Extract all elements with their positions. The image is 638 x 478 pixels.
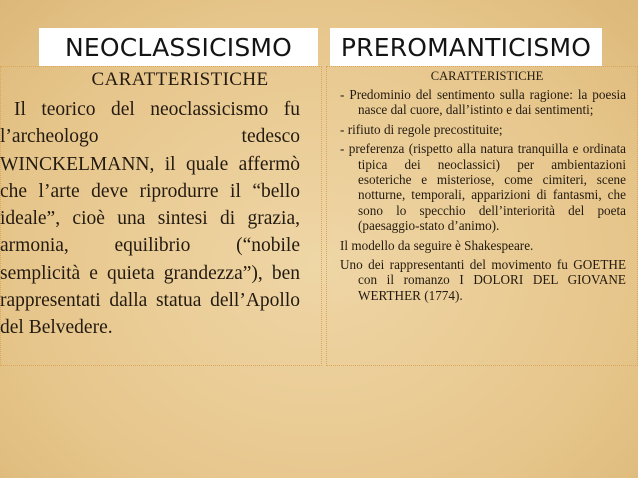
right-model-line: Il modello da seguire è Shakespeare. [340, 237, 534, 253]
right-body [340, 87, 626, 303]
preromanticismo-heading: PREROMANTICISMO [330, 28, 602, 66]
neoclassicismo-heading: NEOCLASSICISMO [39, 28, 318, 66]
right-item-sentimento: - Predominio del sentimento sulla ragione: la poesia nasce dal cuore, dall’istinto e dai sentimenti; [340, 87, 626, 118]
left-body-text: Il teorico del neoclassicismo fu l’archeologo tedesco WINCKELMANN, il quale affermò che l’arte deve riprodurre il “bello ideale”, cioè una sintesi di grazia, armonia, equilibrio (“nobile semplicità e quieta grandezza”), ben rappresentati dalla statua dell’Apollo del Belvedere. [0, 99, 300, 339]
right-item-regole: - rifiuto di regole precostituite; [340, 121, 503, 137]
right-goethe-line: Uno dei rappresentanti del movimento fu GOETHE con il romanzo I DOLORI DEL GIOVANE WERTHER (1774). [340, 257, 626, 303]
left-subheading: CARATTERISTICHE [91, 69, 269, 90]
right-subheading: CARATTERISTICHE [430, 69, 544, 83]
right-item-preferenza: - preferenza (rispetto alla natura tranquilla e ordinata tipica dei neoclassici) per ambientazioni esoteriche e misteriose, come cimiteri, scene notturne, temporali, apparizioni di fantasmi, che sono lo specchio dell’interiorità del poeta (paesaggio-stato d’animo). [340, 141, 626, 234]
